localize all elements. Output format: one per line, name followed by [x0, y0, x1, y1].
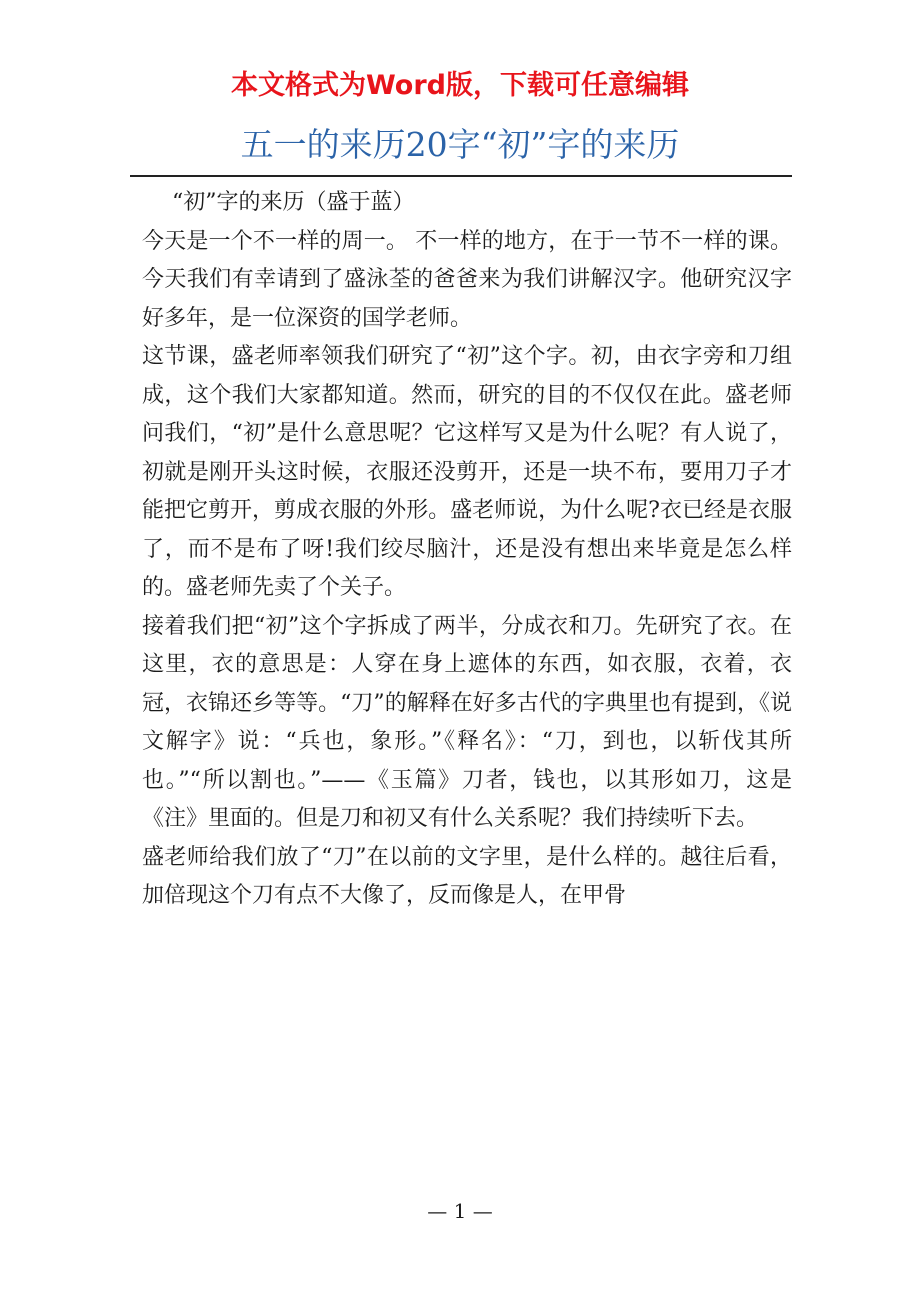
paragraph-3: 接着我们把“初”这个字拆成了两半，分成衣和刀。先研究了衣。在这里，衣的意思是：人穿在身上遮体的东西，如衣服，衣着，衣冠，衣锦还乡等等。“刀”的解释在好多古代的字典里也有提到，《说文解字》说：“兵也，象形。”《释名》：“刀，到也，以斩伐其所也。”“所以割也。”——《玉篇》刀者，钱也，以其形如刀，这是《注》里面的。但是刀和初又有什么关系呢？我们持续听下去。 [142, 613, 792, 831]
article-byline: “初”字的来历（盛于蓝） [172, 190, 415, 215]
paragraph-1: 今天是一个不一样的周一。 不一样的地方，在于一节不一样的课。今天我们有幸请到了盛泳荃的爸爸来为我们讲解汉字。他研究汉字好多年，是一位深资的国学老师。 [142, 228, 792, 331]
document-title: 五一的来历20字“初”字的来历 [240, 125, 680, 164]
article-body [142, 184, 792, 916]
title-divider [130, 175, 792, 177]
format-banner: 本文格式为Word版，下载可任意编辑 [230, 70, 689, 101]
paragraph-4: 盛老师给我们放了“刀”在以前的文字里，是什么样的。越往后看，加倍现这个刀有点不大像了，反而像是人，在甲骨 [142, 844, 792, 908]
page-number: — 1 — [427, 1199, 493, 1223]
paragraph-2: 这节课，盛老师率领我们研究了“初”这个字。初，由衣字旁和刀组成，这个我们大家都知道。然而，研究的目的不仅仅在此。盛老师问我们，“初”是什么意思呢？它这样写又是为什么呢？有人说了，初就是刚开头这时候，衣服还没剪开，还是一块不布，要用刀子才能把它剪开，剪成衣服的外形。盛老师说，为什么呢?衣已经是衣服了，而不是布了呀!我们绞尽脑汁，还是没有想出来毕竟是怎么样的。盛老师先卖了个关子。 [142, 344, 792, 600]
